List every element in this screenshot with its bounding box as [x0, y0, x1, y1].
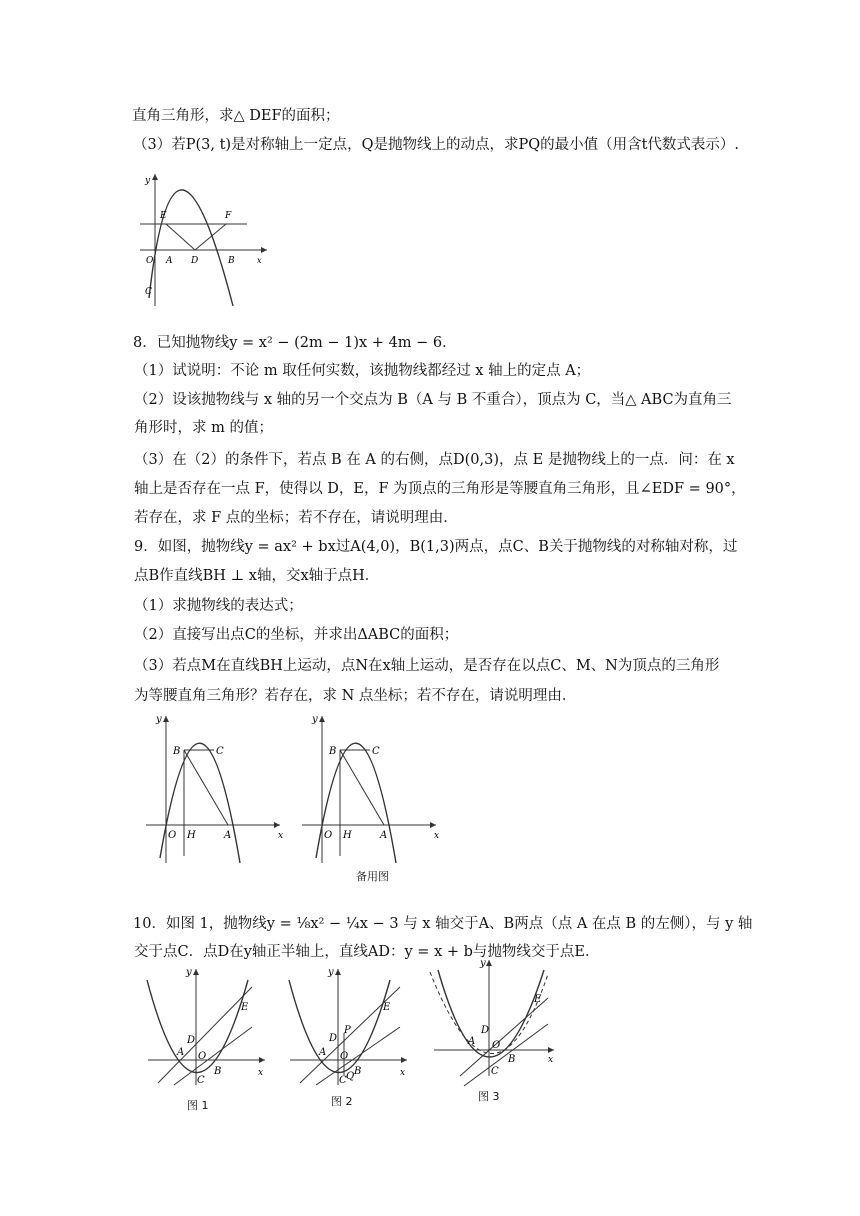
label-C: C [216, 746, 224, 757]
label-E: E [160, 211, 167, 221]
figure-problem9-main [140, 708, 290, 866]
svg-text:B: B [214, 1066, 222, 1077]
svg-text:C: C [197, 1075, 205, 1086]
svg-text:B: B [354, 1066, 362, 1077]
label-A: A [166, 256, 173, 266]
text-line-1: 直角三角形，求△ DEF的面积； [132, 108, 340, 124]
text-line-10: 9．如图，抛物线y = ax² + bx过A(4,0)，B(1,3)两点，点C、B关于抛物线的对称轴对称，过 [134, 539, 738, 555]
text-line-6: 角形时，求 m 的值； [134, 420, 273, 436]
svg-text:O: O [340, 1051, 349, 1062]
text-line-11: 点B作直线BH ⊥ x轴，交x轴于点H． [134, 568, 380, 584]
svg-text:O: O [492, 1040, 501, 1051]
label-B: B [173, 746, 181, 757]
label-B: B [329, 746, 337, 757]
svg-text:B: B [508, 1054, 516, 1065]
text-line-8: 轴上是否存在一点 F，使得以 D，E，F 为顶点的三角形是等腰直角三角形，且∠EDF = 90°， [134, 481, 746, 497]
svg-text:C: C [339, 1075, 347, 1086]
label-O: O [168, 830, 177, 841]
svg-text:P: P [344, 1025, 351, 1036]
svg-text:Q: Q [346, 1071, 355, 1082]
caption-fig1: 图 1 [187, 1099, 209, 1112]
caption-backup-figure: 备用图 [356, 870, 389, 883]
text-line-13: （2）直接写出点C的坐标，并求出ΔABC的面积； [134, 627, 459, 643]
parabola-graph-7 [135, 168, 275, 308]
text-line-9: 若存在，求 F 点的坐标；若不存在，请说明理由． [134, 510, 458, 526]
svg-text:x: x [548, 1055, 554, 1065]
svg-text:A: A [177, 1047, 185, 1058]
label-D: D [191, 256, 199, 266]
svg-text:E: E [241, 1002, 249, 1013]
figure-problem10-fig1 [140, 965, 270, 1115]
svg-text:y: y [186, 967, 192, 978]
label-H: H [187, 830, 196, 841]
label-O: O [146, 256, 154, 266]
label-O: O [324, 830, 333, 841]
text-line-17: 交于点C．点D在y轴正半轴上，直线AD：y = x + b与抛物线交于点E． [134, 944, 600, 960]
label-A: A [380, 830, 388, 841]
label-x: x [257, 256, 262, 265]
svg-text:A: A [319, 1047, 327, 1058]
label-y: y [312, 714, 318, 725]
figure-problem7 [135, 168, 275, 308]
text-line-15: 为等腰直角三角形？若存在，求 N 点坐标；若不存在，请说明理由． [134, 688, 577, 704]
figure-problem10-fig3 [426, 958, 561, 1093]
text-line-2: （3）若P(3, t)是对称轴上一定点，Q是抛物线上的动点，求PQ的最小值（用含t代数式表示）. [133, 137, 740, 153]
label-A: A [224, 830, 232, 841]
svg-text:D: D [187, 1035, 196, 1046]
svg-text:x: x [400, 1068, 406, 1078]
text-line-14: （3）若点M在直线BH上运动，点N在x轴上运动，是否存在以点C、M、N为顶点的三角形 [134, 658, 720, 674]
label-y: y [156, 714, 162, 725]
svg-text:D: D [481, 1025, 490, 1036]
text-line-12: （1）求抛物线的表达式； [134, 598, 303, 614]
figure-problem9-backup [296, 708, 446, 866]
parabola-graph-9 [140, 708, 290, 866]
svg-text:y: y [328, 967, 334, 978]
label-x: x [434, 831, 440, 841]
label-C: C [145, 287, 152, 297]
caption-fig2: 图 2 [331, 1095, 353, 1108]
caption-fig3: 图 3 [478, 1090, 500, 1103]
label-x: x [278, 831, 284, 841]
svg-text:y: y [480, 958, 486, 969]
svg-text:O: O [198, 1051, 207, 1062]
label-C: C [372, 746, 380, 757]
svg-text:E: E [534, 994, 542, 1005]
svg-text:E: E [383, 1002, 391, 1013]
label-F: F [225, 211, 232, 221]
svg-text:A: A [468, 1036, 476, 1047]
text-line-5: （2）设该抛物线与 x 轴的另一个交点为 B（A 与 B 不重合），顶点为 C，当△ ABC为直角三 [134, 392, 732, 408]
label-y: y [145, 176, 151, 186]
svg-text:C: C [491, 1066, 499, 1077]
label-B: B [228, 256, 235, 266]
text-line-4: （1）试说明：不论 m 取任何实数，该抛物线都经过 x 轴上的定点 A； [134, 363, 591, 379]
parabola-graph-9-backup [296, 708, 446, 866]
svg-text:D: D [329, 1033, 338, 1044]
text-line-7: （3）在（2）的条件下，若点 B 在 A 的右侧，点D(0,3)，点 E 是抛物线上的一点．问：在 x [134, 452, 735, 468]
label-H: H [343, 830, 352, 841]
text-line-16: 10．如图 1，抛物线y = ⅛x² − ¼x − 3 与 x 轴交于A、B两点（点 A 在点 B 的左侧），与 y 轴 [133, 916, 753, 932]
svg-text:x: x [258, 1068, 264, 1078]
text-line-3: 8．已知抛物线y = x² − (2m − 1)x + 4m − 6． [133, 335, 457, 351]
